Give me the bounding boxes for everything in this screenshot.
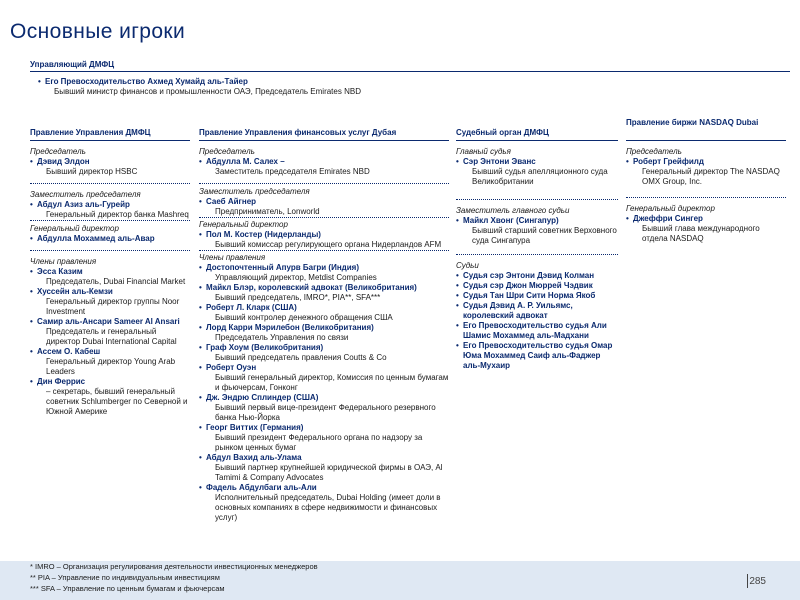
column-nasdaq-dubai: [626, 147, 786, 244]
role-label: Генеральный директор: [199, 220, 288, 229]
person-name: • Дэвид Элдон: [37, 157, 190, 167]
person-desc: Управляющий директор, Metdist Companies: [215, 273, 377, 282]
person-name: • Саеб Айгнер: [206, 197, 449, 207]
person-desc: Заместитель председателя Emirates NBD: [215, 167, 370, 176]
person-name: • Судья сэр Энтони Дэвид Колман: [463, 271, 618, 281]
footnote: *** SFA – Управление по ценным бумагам и фьючерсам: [30, 584, 225, 593]
governing-divider: [30, 71, 790, 72]
person-desc: Предприниматель, Lonworld: [215, 207, 320, 216]
role-label: Заместитель председателя: [199, 187, 310, 196]
person-name: • Его Превосходительство судья Али Шамис Мохаммед аль-Мадхани: [463, 321, 618, 341]
column-divider: [30, 140, 190, 141]
person-desc: Бывший контролер денежного обращения США: [215, 313, 393, 322]
person-name: • Хуссейн аль-Кемзи: [37, 287, 190, 297]
person-name: • Абдул Азиз аль-Гурейр: [37, 200, 190, 210]
role-label: Председатель: [626, 147, 682, 156]
person-desc: Бывший президент Федерального органа по надзору за рынком ценных бумаг: [215, 433, 423, 452]
governing-block: [38, 77, 378, 97]
role-label: Члены правления: [30, 257, 97, 266]
person-desc: Бывший директор HSBC: [46, 167, 138, 176]
person-desc: Бывший судья апелляционного суда Великобритании: [472, 167, 608, 186]
column-dmfc-authority: [30, 147, 190, 417]
person-name: • Эсса Казим: [37, 267, 190, 277]
person-name: • Георг Виттих (Германия): [206, 423, 449, 433]
person-name: • Самир аль-Ансари Sameer Al Ansari: [37, 317, 190, 327]
column-divider: [199, 140, 449, 141]
person-name: • Судья Дэвид А. Р. Уильямс, королевский адвокат: [463, 301, 618, 321]
column-heading: Правление биржи NASDAQ Dubai: [626, 118, 759, 127]
person-desc: Бывший комиссар регулирующего органа Нидерландов AFM: [215, 240, 442, 249]
person-desc: – секретарь, бывший генеральный советник Schlumberger по Северной и Южной Америке: [46, 387, 188, 416]
person-desc: Бывший глава международного отдела NASDAQ: [642, 224, 760, 243]
person-desc: Председатель Управления по связи: [215, 333, 349, 342]
footnote: * IMRO – Организация регулирования деятельности инвестиционных менеджеров: [30, 562, 318, 571]
person-desc: Генеральный директор Young Arab Leaders: [46, 357, 176, 376]
person-name: • Абдулла М. Салех –: [206, 157, 449, 167]
role-label: Судьи: [456, 261, 479, 270]
footnote: ** PIA – Управление по индивидуальным инвестициям: [30, 573, 220, 582]
role-label: Члены правления: [199, 253, 266, 262]
dotted-divider: [199, 183, 449, 184]
column-divider: [626, 140, 786, 141]
person-desc: Бывший председатель, IMRO*, PIA**, SFA***: [215, 293, 381, 302]
person-desc: Бывший первый вице-президент Федерального резервного банка Нью-Йорка: [215, 403, 436, 422]
person-desc: Бывший генеральный директор, Комиссия по ценным бумагам и фьючерсам, Гонконг: [215, 373, 449, 392]
person-name: • Роберт Грейфилд: [633, 157, 786, 167]
person-name: • Абдулла Мохаммед аль-Авар: [37, 234, 190, 244]
page-title: Основные игроки: [10, 20, 186, 43]
person-name: • Судья Тан Шри Сити Норма Якоб: [463, 291, 618, 301]
column-heading: Правление Управления ДМФЦ: [30, 128, 151, 137]
person-name: • Роберт Л. Кларк (США): [206, 303, 449, 313]
person-name: • Достопочтенный Апурв Багри (Индия): [206, 263, 449, 273]
column-divider: [456, 140, 618, 141]
page-number: 285: [749, 576, 766, 587]
person-name: • Судья сэр Джон Мюррей Чэдвик: [463, 281, 618, 291]
role-label: Генеральный директор: [626, 204, 715, 213]
governing-desc: Бывший министр финансов и промышленности ОАЭ, Председатель Emirates NBD: [54, 87, 361, 96]
person-name: • Майкл Блэр, королевский адвокат (Великобритания): [206, 283, 449, 293]
person-desc: Председатель и генеральный директор Dubai International Capital: [46, 327, 177, 346]
person-name: • Лорд Карри Мэрилебон (Великобритания): [206, 323, 449, 333]
role-label: Заместитель председателя: [30, 190, 141, 199]
person-desc: Бывший старший советник Верховного суда Сингапура: [472, 226, 617, 245]
person-name: • Роберт Оуэн: [206, 363, 449, 373]
person-name: • Фадель Абдулбаги аль-Али: [206, 483, 449, 493]
person-name: • Абдул Вахид аль-Улама: [206, 453, 449, 463]
role-label: Главный судья: [456, 147, 511, 156]
dotted-divider: [30, 220, 190, 221]
person-name: • Дж. Эндрю Сплиндер (США): [206, 393, 449, 403]
page-number-separator: [747, 574, 748, 588]
dotted-divider: [456, 254, 618, 255]
column-heading: Правление Управления финансовых услуг Дубая: [199, 128, 397, 137]
dotted-divider: [30, 250, 190, 251]
dotted-divider: [199, 250, 449, 251]
footnotes-area: [0, 561, 800, 600]
dotted-divider: [456, 199, 618, 200]
person-desc: Генеральный директор банка Mashreq: [46, 210, 189, 219]
role-label: Заместитель главного судьи: [456, 206, 570, 215]
person-desc: Генеральный директор The NASDAQ OMX Group, Inc.: [642, 167, 780, 186]
person-desc: Исполнительный председатель, Dubai Holding (имеет доли в основных компаниях в сфере недвижимости и финансовых услуг): [215, 493, 441, 522]
person-name: • Пол М. Костер (Нидерланды): [206, 230, 449, 240]
role-label: Председатель: [199, 147, 255, 156]
person-desc: Генеральный директор группы Noor Investment: [46, 297, 180, 316]
role-label: Председатель: [30, 147, 86, 156]
role-label: Генеральный директор: [30, 224, 119, 233]
person-name: • Дин Феррис: [37, 377, 190, 387]
dotted-divider: [199, 217, 449, 218]
person-desc: Бывший председатель правления Coutts & Co: [215, 353, 387, 362]
person-name: • Ассем О. Кабеш: [37, 347, 190, 357]
person-name: • Майкл Хвонг (Сингапур): [463, 216, 618, 226]
person-desc: Председатель, Dubai Financial Market: [46, 277, 186, 286]
column-dmfc-courts: [456, 147, 618, 371]
person-name: • Его Превосходительство судья Омар Юма Мохаммед Саиф аль-Фаджер аль-Мухаир: [463, 341, 618, 371]
column-heading: Судебный орган ДМФЦ: [456, 128, 549, 137]
governing-name: • Его Превосходительство Ахмед Хумайд аль-Тайер: [45, 77, 378, 87]
column-dfsa-board: [199, 147, 449, 523]
person-name: • Граф Хоум (Великобритания): [206, 343, 449, 353]
dotted-divider: [626, 197, 786, 198]
person-name: • Джеффри Сингер: [633, 214, 786, 224]
dotted-divider: [30, 183, 190, 184]
governing-heading: Управляющий ДМФЦ: [30, 60, 115, 69]
person-name: • Сэр Энтони Эванс: [463, 157, 618, 167]
person-desc: Бывший партнер крупнейшей юридической фирмы в ОАЭ, Al Tamimi & Company Advocates: [215, 463, 443, 482]
